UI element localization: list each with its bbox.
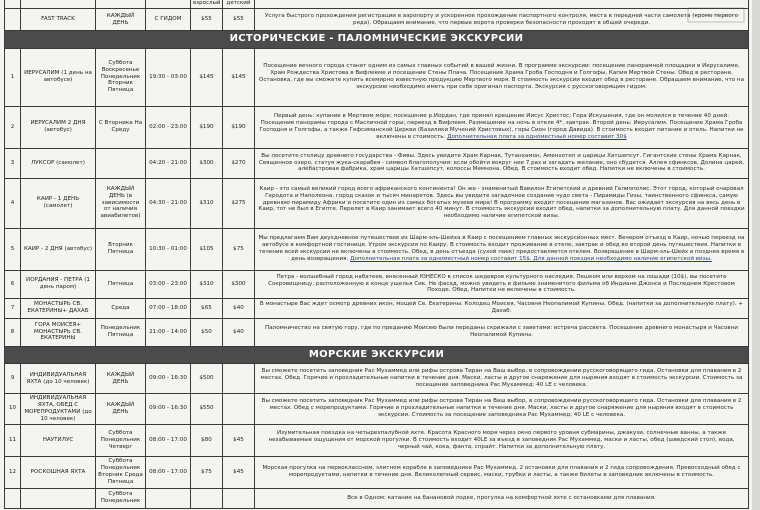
tour-number: 1 bbox=[5, 48, 21, 106]
price-adult: $75 bbox=[191, 456, 223, 488]
tour-time: 03:00 - 23:00 bbox=[146, 270, 191, 298]
tour-description bbox=[255, 228, 749, 270]
tour-description bbox=[255, 394, 749, 425]
price-child: $300 bbox=[223, 270, 255, 298]
description-text: Вы сможете посетить заповедник Рас Мухаммед или рифы острова Тиран на Ваш выбор, в сопровождении русскоговорящего гида. Остановки для плавания в 2 местах. Обед. Горячие и прохладительные напитки в течение дня. Маски, ласты и другое снаряжение для ныряния входят в стоимость экскурсии. Стоимость за посещение заповедника Рас Мухаммед: 40 LE с человека. bbox=[260, 368, 743, 388]
tour-name: ГОРА МОИСЕЯ+ МОНАСТЫРЬ СВ. ЕКАТЕРИНЫ bbox=[21, 318, 96, 346]
price-adult: $300 bbox=[191, 148, 223, 178]
tour-name bbox=[21, 488, 96, 508]
sea-tours bbox=[5, 364, 749, 509]
tour-row bbox=[5, 364, 749, 394]
tour-name: FAST TRACK bbox=[21, 9, 96, 31]
extra-cost-note: Дополнительная плата за одноместный номер составит 30$ bbox=[447, 133, 627, 140]
tour-description bbox=[255, 488, 749, 508]
tour-time: 08:00 - 17:00 bbox=[146, 456, 191, 488]
price-adult: $310 bbox=[191, 178, 223, 228]
description-text: Морская прогулка на первоклассном, элитном корабле в заповеднике Рас Мухаммед. 2 остановки для плавания и 2 гида сопровождения. Превосходный обед с морепродуктами, напитки в течение дня. Великолепный сервис, маски, трубки и ласты, а также билеты в заповедник включены в стоимость. bbox=[262, 465, 741, 479]
tour-name: ИНДИВИДУАЛЬНАЯ ЯХТА (до 10 человек) bbox=[21, 364, 96, 394]
section-sea bbox=[5, 346, 749, 364]
description-text: Первый день: купание в Мертвом море; посещение р.Иордан, где принял крещение Иисус Христос; Гора Искушения, где он молился в течение 40 дней. Посещение панорамы города с Масличной горы; переезд в Вифлеем. Размещение на ночь в отеле 4*, завтрак. Второй день: Иерусалим. Посещение Храма Гроба Господня и Голгофы, а также Гефсиманской Церкви (Базилики Мучений Христовых), горы Сион (город Давида). В стоимость входит питание и отель. Напитки не включены в стоимость. bbox=[259, 113, 744, 140]
price-adult: $190 bbox=[191, 106, 223, 148]
price-adult: $80 bbox=[191, 424, 223, 456]
price-adult: $550 bbox=[191, 394, 223, 425]
tour-number: 10 bbox=[5, 394, 21, 425]
tour-name: РОСКОШНАЯ ЯХТА bbox=[21, 456, 96, 488]
description-text: Паломничество на святую гору, где по преданию Моисею были переданы скрижали с заветами: встреча рассвета. Посещение древнего монастыря и Часовни Неопалимой Купины. bbox=[265, 325, 738, 338]
tour-description bbox=[255, 456, 749, 488]
section-title: ИСТОРИЧЕСКИЕ - ПАЛОМНИЧЕСКИЕ ЭКСКУРСИИ bbox=[5, 31, 749, 49]
price-adult: $50 bbox=[191, 318, 223, 346]
description-text: Изумительная поездка на четырехпалубной яхте. Красота Красного моря через окно первого уровня субмарины, джакузи, солнечные ванны, а также незабываемые ощущения от морской прогулки. В стоимость входит 40LE за въезд в заповедник Рас Мухаммед, маски и ласты, обед (шведский стол), вода, черный чай, кока, фанта, спрайт. Напитки за дополнительную плату. bbox=[268, 429, 735, 450]
price-child: $145 bbox=[223, 48, 255, 106]
price-child: $275 bbox=[223, 178, 255, 228]
tour-number bbox=[5, 488, 21, 508]
description-text: В монастыре Вас ждет осмотр древних икон, мощей Св. Екатерины. Колодец Моисея, Часовня Неопалимой Купины. Обед. (напитки за дополнительную плату). + Дахаб. bbox=[259, 301, 744, 314]
tour-name: КАИР - 2 ДНЯ (автобус) bbox=[21, 228, 96, 270]
price-child: $270 bbox=[223, 148, 255, 178]
tour-description bbox=[255, 270, 749, 298]
tour-description bbox=[255, 424, 749, 456]
tour-time: 07:00 - 18:00 bbox=[146, 298, 191, 318]
tour-number: 12 bbox=[5, 456, 21, 488]
price-child: $45 bbox=[223, 424, 255, 456]
tour-description bbox=[255, 148, 749, 178]
tour-description: Услуга быстрого прохождения регистрации в аэропорту и ускоренное прохождение паспортного контроля, места в передней части самолета (кроме первого ряда). Обращаем внимание, что первые ворота проверки безопасности проходят в общей очереди. bbox=[255, 9, 749, 31]
price-child: $40 bbox=[223, 298, 255, 318]
tour-days: Среда bbox=[96, 298, 146, 318]
price-child: $75 bbox=[223, 228, 255, 270]
tour-time: 08:00 - 17:00 bbox=[146, 424, 191, 456]
section-historical bbox=[5, 31, 749, 49]
extra-cost-note: Дополнительная плата за одноместный номер составит 15$. Для данной поездки необходимо наличие египетской визы. bbox=[350, 255, 712, 262]
tour-days: КАЖДЫЙ ДЕНЬ bbox=[96, 9, 146, 31]
tour-time: 02:00 - 23:00 bbox=[146, 106, 191, 148]
tour-row bbox=[5, 394, 749, 425]
tour-days bbox=[96, 148, 146, 178]
tour-row bbox=[5, 318, 749, 346]
tour-days: Суббота Воскресенье Понедельник Вторник Пятница bbox=[96, 48, 146, 106]
tour-number: 7 bbox=[5, 298, 21, 318]
price-child: $40 bbox=[223, 318, 255, 346]
historical-tours bbox=[5, 48, 749, 346]
description-text: Вы сможете посетить заповедник Рас Мухаммед или рифы острова Тиран на Ваш выбор, в сопровождении русскоговорящего гида. Остановки для плавания в 2 местах. Обед с морепродуктами. Горячие и прохладительные напитки в течение дня. Маски, ласты и другое снаряжение для ныряния входят в стоимость экскурсии. Стоимость за посещение заповедника Рас Мухаммед: 40 LE с человека. bbox=[261, 398, 742, 419]
tour-description bbox=[255, 318, 749, 346]
tour-name: ИЕРУСАЛИМ 2 ДНЯ (автобус) bbox=[21, 106, 96, 148]
excursions-table bbox=[4, 0, 749, 509]
tour-time: 10:30 - 01:00 bbox=[146, 228, 191, 270]
tour-row bbox=[5, 456, 749, 488]
tour-days: КАЖДЫЙ ДЕНЬ (в зависимости от наличия авиабилетов) bbox=[96, 178, 146, 228]
price-adult: $105 bbox=[191, 228, 223, 270]
tour-days: Пятница bbox=[96, 270, 146, 298]
price-adult: $55 bbox=[191, 9, 223, 31]
price-adult: $145 bbox=[191, 48, 223, 106]
tour-days: Вторник Пятница bbox=[96, 228, 146, 270]
tour-time: 19:30 - 03:00 bbox=[146, 48, 191, 106]
tour-number: 5 bbox=[5, 228, 21, 270]
tour-time: 04:30 - 21:00 bbox=[146, 178, 191, 228]
tour-number: 9 bbox=[5, 364, 21, 394]
tour-name: МОНАСТЫРЬ СВ. ЕКАТЕРИНЫ+ ДАХАБ bbox=[21, 298, 96, 318]
tour-time: 09:00 - 16:30 bbox=[146, 394, 191, 425]
tour-description bbox=[255, 298, 749, 318]
tour-name: КАИР - 1 ДЕНЬ (самолет) bbox=[21, 178, 96, 228]
tour-time: 09:00 - 16:30 bbox=[146, 364, 191, 394]
description-text: Вы посетите столицу древнего государства - Фивы. Здесь увидите Храм Карнак, Тутанхамон, Аменхотеп и царицы Хатшепсут. Гигантские стены Храма Карнак, Священное озеро, статуя жука-скарабея - символ благополучия: если обойти вокруг нее 7 раз и загадать желание, оно сбудется. Аллея сфинксов, Долина царей, алебастровая фабрика, храм царицы Хатшепсут, колоссы Мемнона. Обед. В стоимость входит обед. Напитки не включены в стоимость. bbox=[258, 152, 745, 173]
price-adult bbox=[191, 488, 223, 508]
description-text: Каир - это самый великий город всего африканского континента! Он же - знаменитый Вавилон Египетский и древний Гелиополис. Этот город, который очаровал Геродота и Наполеона, город сказок и тысяч минаретов. Здесь вы увидите загадочное создание чудо света - Пирамиды Гизы, таинственного сфинкса, самую древнюю пирамиду Африки и посетите один из самых богатых музеев мира! В программу входит посещение магазинов. Вас ожидает экскурсия на весь день в Каир, тот не был в Египте. Перелет в Каир занимает всего 40 минут. В стоимость экскурсии входит обед, напитки за дополнительную плату. Для данной поездки необходимо наличие египетской визы. bbox=[258, 185, 745, 220]
tour-name: ИОРДАНИЯ - ПЕТРА (1 день паром) bbox=[21, 270, 96, 298]
tour-description bbox=[255, 364, 749, 394]
adult-price-header: взрослый bbox=[191, 0, 223, 9]
tour-row bbox=[5, 106, 749, 148]
tour-row bbox=[5, 228, 749, 270]
tour-description bbox=[255, 178, 749, 228]
price-child: $45 bbox=[223, 456, 255, 488]
tour-description bbox=[255, 106, 749, 148]
tour-row bbox=[5, 270, 749, 298]
child-price-header: детский bbox=[223, 0, 255, 9]
tour-days: КАЖДЫЙ ДЕНЬ bbox=[96, 394, 146, 425]
tour-days: КАЖДЫЙ ДЕНЬ bbox=[96, 364, 146, 394]
description-text: Мы предлагаем Вам двухдневное путешествие из Шарм-эль-Шейха в Каир с посещением главных экскурсионных мест. Вечером отъезд в Каир, ночью переезд на автобусе в комфортной гостинице. Утром экскурсия по Каиру. В стоимость входит проживание в отеле, завтрак и обед во второй день путешествия. Напитки в течение всей экскурсии не включены в стоимость. Обед, в день отъезда (сухой паек) предоставляется отелем. Возвращение в Шарм-эль-Шейх в позднее время в день возвращения. bbox=[258, 235, 745, 262]
price-header-row bbox=[5, 0, 749, 9]
tour-time: С ГИДОМ bbox=[146, 9, 191, 31]
tour-number: 11 bbox=[5, 424, 21, 456]
description-text: Петра - волшебный город набатеев, внесенный ЮНЕСКО в список шедевров культурного наследия. Пешком или верхом на лошади (10$), вы посетите Сокровищницу, расположенную в конце ущелья Сик. Не фасад, можно увидеть в фильме знаменитого фильма об Индиане Джонсе и Последнем Крестовом Походе. Обед. Напитки не включены в стоимость. bbox=[268, 273, 735, 294]
tour-days: Суббота Понедельник bbox=[96, 488, 146, 508]
tour-days: Суббота Понедельник Вторник Среда Пятница bbox=[96, 456, 146, 488]
tour-number: 8 bbox=[5, 318, 21, 346]
price-child bbox=[223, 364, 255, 394]
tour-row bbox=[5, 48, 749, 106]
price-adult: $65 bbox=[191, 298, 223, 318]
tour-days: Суббота Понедельник Четверг bbox=[96, 424, 146, 456]
tour-time bbox=[146, 488, 191, 508]
tour-days: Понедельник Пятница bbox=[96, 318, 146, 346]
price-child: $190 bbox=[223, 106, 255, 148]
tour-time: 04:20 - 21:00 bbox=[146, 148, 191, 178]
tour-name: НАУТИЛУС bbox=[21, 424, 96, 456]
section-title: МОРСКИЕ ЭКСКУРСИИ bbox=[5, 346, 749, 364]
price-adult: $500 bbox=[191, 364, 223, 394]
tour-row bbox=[5, 178, 749, 228]
description-text: Все в Одном: катание на банановой лодке, прогулка на комфортной яхте с остановками для плавания. bbox=[347, 494, 656, 501]
tour-days: С Вторника На Среду bbox=[96, 106, 146, 148]
tour-number: 6 bbox=[5, 270, 21, 298]
tour-number: 3 bbox=[5, 148, 21, 178]
price-child bbox=[223, 394, 255, 425]
tour-description bbox=[255, 48, 749, 106]
tour-row bbox=[5, 424, 749, 456]
price-child: $55 bbox=[223, 9, 255, 31]
tour-row bbox=[5, 298, 749, 318]
tour-name: ИНДИВИДУАЛЬНАЯ ЯХТА, ОБЕД С МОРЕПРОДУКТАМИ (до 10 человек) bbox=[21, 394, 96, 425]
tour-row bbox=[5, 488, 749, 508]
tour-number: 4 bbox=[5, 178, 21, 228]
description-text: Посещение вечного города станет одним из самых главных событий в вашей жизни. В программе экскурсии: посещение панорамной площадки в Иерусалиме, Храм Рождества Христова в Вифлееме и посещение Стены Плача. Посещение Храма Гроба Господня и Голгофы, Капия Мертвой Стены. Обед в ресторане. Остановка, где вы сможете купить всемирно известную продукцию Мертвого моря. В стоимость экскурсии входит обед в ресторане. Обращаем внимание, что на экскурсию необходимо иметь при себе оригинал паспорта. Экскурсия с русскоговорящим гидом. bbox=[258, 63, 745, 90]
tour-time: 21:00 - 14:00 bbox=[146, 318, 191, 346]
price-adult: $310 bbox=[191, 270, 223, 298]
fast-track-row bbox=[5, 9, 749, 31]
tour-name: ИЕРУСАЛИМ (1 день на автобусе) bbox=[21, 48, 96, 106]
tour-number: 2 bbox=[5, 106, 21, 148]
tour-row bbox=[5, 148, 749, 178]
tour-name: ЛУКСОР (самолет) bbox=[21, 148, 96, 178]
price-child bbox=[223, 488, 255, 508]
